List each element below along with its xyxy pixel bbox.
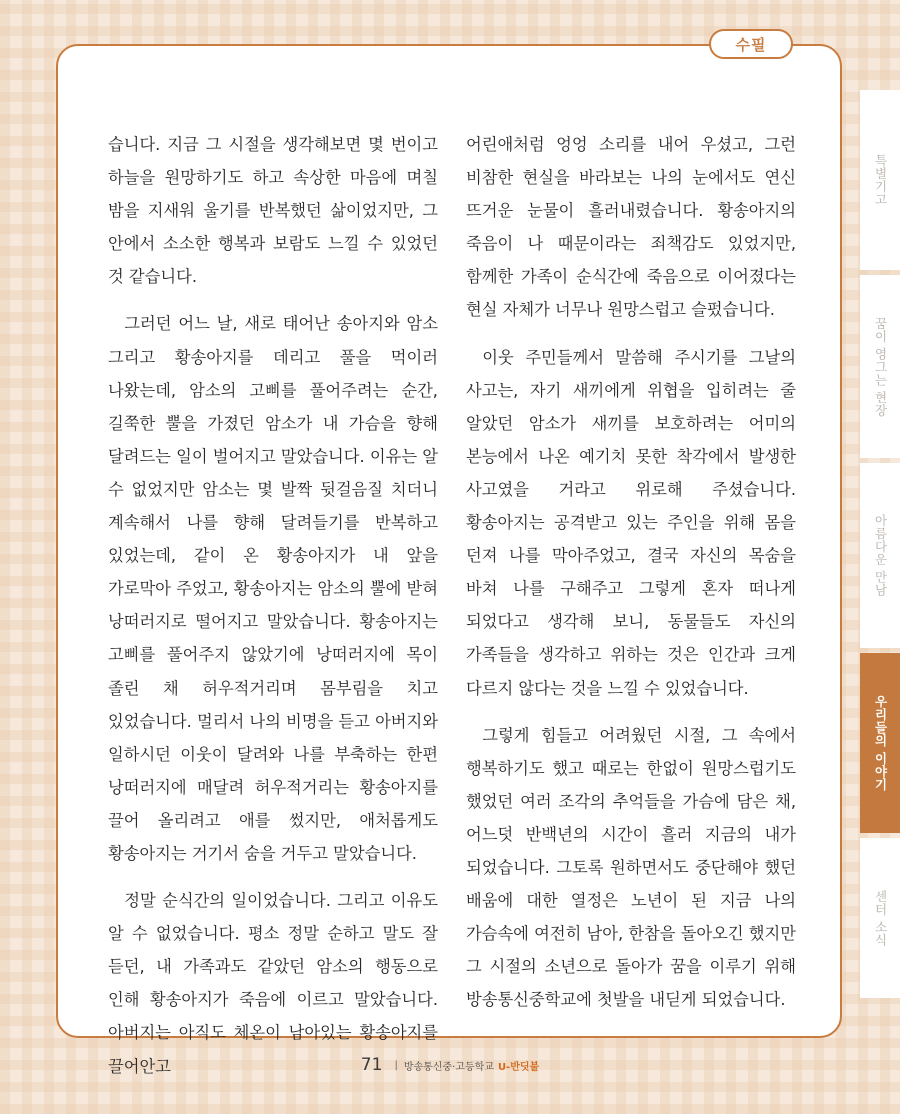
brand-name: U-반딧불 bbox=[497, 1061, 540, 1073]
tab-our-stories[interactable] bbox=[860, 653, 900, 833]
page-number: 71 bbox=[360, 1055, 383, 1075]
page-footer bbox=[0, 1055, 900, 1075]
section-tabs bbox=[860, 90, 900, 1003]
tab-label: 센터 소식 bbox=[873, 889, 888, 947]
publication-name: 방송통신중·고등학교 bbox=[403, 1061, 494, 1073]
tab-label: 우리들의 이야기 bbox=[873, 695, 888, 791]
tab-beautiful-meeting[interactable] bbox=[860, 463, 900, 648]
paragraph: 그렇게 힘들고 어려웠던 시절, 그 속에서 행복하기도 했고 때로는 한없이 원망스럽기도 했었던 여러 조각의 추억들을 가슴에 담은 채, 어느덧 반백년의 시간이 흘러 지금의 내가 되었습니다. 그토록 원하면서도 중단해야 했던 배움에 대한 열정은 노년이 된 지금 나의 가슴속에 여전히 남아, 한참을 돌아오긴 했지만 그 시절의 소년으로 돌아가 꿈을 이루기 위해 방송통신중학교에 첫발을 내딛게 되었습니다. bbox=[466, 725, 796, 1010]
tab-label: 꿈이 영그는 현장 bbox=[873, 316, 888, 417]
tab-label: 특별기고 bbox=[873, 154, 888, 206]
tab-label: 아름다운 만남 bbox=[873, 514, 888, 597]
category-tag: 수필 bbox=[709, 29, 793, 59]
paragraph: 어린애처럼 엉엉 소리를 내어 우셨고, 그런 비참한 현실을 바라보는 나의 눈에서도 연신 뜨거운 눈물이 흘러내렸습니다. 황송아지의 죽음이 나 때문이라는 죄책감도 있었지만, 함께한 가족이 순식간에 죽음으로 이어졌다는 현실 자체가 너무나 원망스럽고 슬펐습니다. bbox=[466, 135, 796, 320]
tab-center-news[interactable] bbox=[860, 838, 900, 998]
paragraph: 정말 순식간의 일이었습니다. 그리고 이유도 알 수 없었습니다. 평소 정말 순하고 말도 잘 듣던, 내 가족과도 같았던 암소의 행동으로 인해 황송아지가 죽음에 이르고 말았습니다. 아버지는 아직도 체온이 남아있는 황송아지를 끌어안고 bbox=[108, 891, 438, 1076]
article-column-right bbox=[466, 128, 796, 1030]
paragraph: 습니다. 지금 그 시절을 생각해보면 몇 번이고 하늘을 원망하기도 하고 속상한 마음에 며칠 밤을 지새워 울기를 반복했던 삶이었지만, 그 안에서 소소한 행복과 보람도 느낄 수 있었던 것 같습니다. bbox=[108, 135, 438, 287]
paragraph: 그러던 어느 날, 새로 태어난 송아지와 암소 그리고 황송아지를 데리고 풀을 먹이러 나왔는데, 암소의 고삐를 풀어주려는 순간, 길쭉한 뿔을 가졌던 암소가 내 가슴을 향해 달려드는 일이 벌어지고 말았습니다. 이유는 알 수 없었지만 암소는 몇 발짝 뒷걸음질 치더니 계속해서 나를 향해 달려들기를 반복하고 있었는데, 같이 온 황송아지가 내 앞을 가로막아 주었고, 황송아지는 암소의 뿔에 받혀 낭떠러지로 떨어지고 말았습니다. 황송아지는 고삐를 풀어주지 않았기에 낭떠러지에 목이 졸린 채 허우적거리며 몸부림을 치고 있었습니다. 멀리서 나의 비명을 듣고 아버지와 일하시던 이웃이 달려와 나를 부축하는 한편 낭떠러지에 매달려 허우적거리는 황송아지를 끌어 올리려고 애를 썼지만, 애처롭게도 황송아지는 거기서 숨을 거두고 말았습니다. bbox=[108, 314, 438, 863]
paragraph: 이웃 주민들께서 말씀해 주시기를 그날의 사고는, 자기 새끼에게 위협을 입히려는 줄 알았던 암소가 새끼를 보호하려는 어미의 본능에서 나온 예기치 못한 착각에서 발생한 사고였을 거라고 위로해 주셨습니다. 황송아지는 공격받고 있는 주인을 위해 몸을 던져 나를 막아주었고, 결국 자신의 목숨을 바쳐 나를 구해주고 그렇게 혼자 떠나게 되었다고 생각해 보니, 동물들도 자신의 가족들을 생각하고 위하는 것은 인간과 크게 다르지 않다는 것을 느낄 수 있었습니다. bbox=[466, 347, 796, 698]
article-column-left bbox=[108, 128, 438, 1097]
tab-dream-field[interactable] bbox=[860, 275, 900, 458]
tab-special-contribution[interactable] bbox=[860, 90, 900, 270]
footer-separator: | bbox=[394, 1059, 398, 1071]
